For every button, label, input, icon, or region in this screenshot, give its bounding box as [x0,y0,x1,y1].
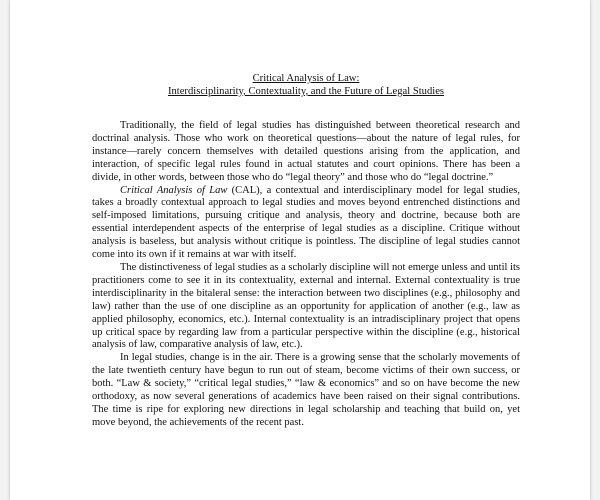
paragraph-1-text: Traditionally, the field of legal studies has distinguished between theoretical research and doctrinal analysis. Those who work on theoretical questions—about the nature of legal rules, for instance—rarely concern themselves with detailed questions arising from the application, and interaction, of specific legal rules found in actual statutes and court opinions. There has been a divide, in other words, between those who do “legal theory” and those who do “legal doctrine.” [92,120,520,183]
document-title [92,72,520,98]
paragraph-2 [92,185,520,262]
paragraph-3-text: The distinctiveness of legal studies as a scholarly discipline will not emerge unless and until its practitioners come to see it in its contextuality, external and internal. External contextuality is true interdisciplinarity in the bitaleral sense: the interaction between two disciplines (e.g., philosophy and law) rather than the use of one discipline as an opportunity for application of another (e.g., law as applied philosophy, economics, etc.). Internal contextuality is an intradisciplinary project that opens up critical space by regarding law from a particular perspective within the discipline (e.g., historical analysis of law, comparative analysis of law, etc.). [92,261,520,351]
title-line-2: Interdisciplinarity, Contextuality, and the Future of Legal Studies [167,86,445,97]
paragraph-1 [92,120,520,185]
document-page [10,0,590,500]
document-body [92,72,520,430]
paragraph-3 [92,262,520,352]
paragraph-4 [92,352,520,429]
paragraph-2-lead: Critical Analysis of Law [120,184,228,196]
title-line-1: Critical Analysis of Law: [252,73,360,84]
paragraph-2-text: (CAL), a contextual and interdisciplinary model for legal studies, takes a broadly contextual approach to legal studies and moves beyond entrenched distinctions and self-imposed limitations, pursuing critique and analysis, theory and doctrine, because both are essential interdependent aspects of the enterprise of legal studies as a discipline. Critique without analysis is baseless, but analysis without critique is pointless. The discipline of legal studies cannot come into its own if it remains at war with itself. [92,184,520,261]
paragraph-4-text: In legal studies, change is in the air. There is a growing sense that the scholarly movements of the late twentieth century have begun to run out of steam, become victims of their own success, or both. “Law & society,” “critical legal studies,” “law & economics” and so on have become the new orthodoxy, as now several generations of academics have been raised on their signal contributions. The time is ripe for exploring new directions in legal scholarship and teaching that build on, yet move beyond, the achievements of the recent past. [92,352,520,428]
